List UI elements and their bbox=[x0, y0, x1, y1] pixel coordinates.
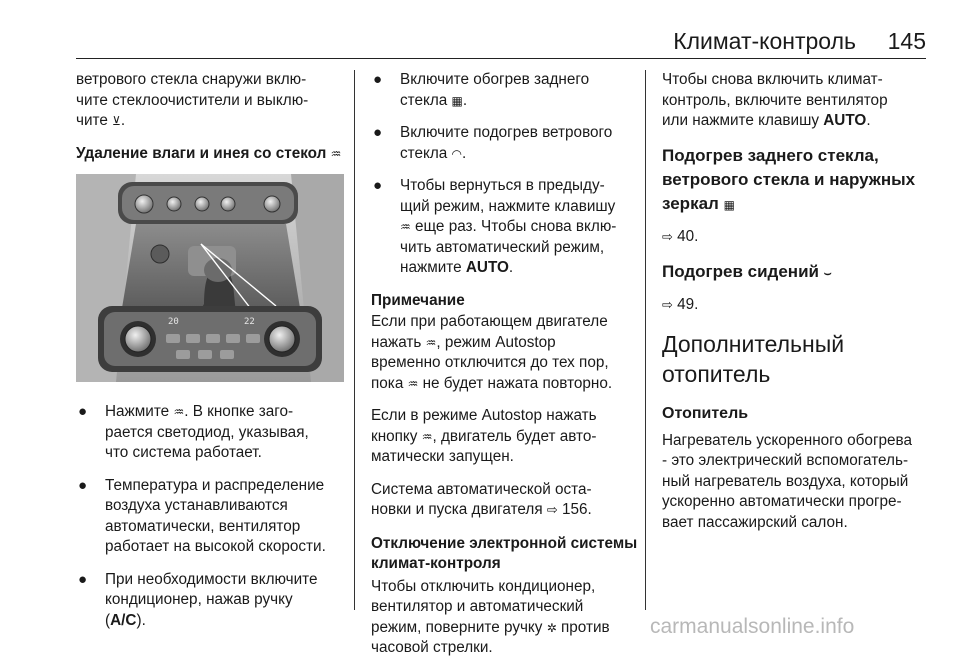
section-heading-aux-heater: Дополнительный отопитель bbox=[662, 330, 845, 387]
left-temp-label: 20 bbox=[168, 317, 179, 327]
defrost-max-icon: ♒ bbox=[425, 335, 437, 350]
windshield-heat-icon: ◠ bbox=[451, 146, 463, 161]
bullet-icon: ● bbox=[373, 124, 383, 141]
climate-panel-photo bbox=[76, 174, 344, 382]
note-block bbox=[371, 291, 641, 468]
page-ref-link[interactable]: 49. bbox=[677, 296, 699, 313]
page-title: Климат-контроль bbox=[673, 28, 856, 54]
column-divider-2 bbox=[645, 70, 646, 610]
header-rule bbox=[76, 58, 926, 59]
list-item: ● Включите подогрев ветрового стекла ◠. bbox=[371, 123, 641, 164]
list-item: ● Температура и распределение воздуха устанавливаются автоматически, вентилятор работает на высокой скорости. bbox=[78, 476, 326, 555]
intro-paragraph: ветрового стекла снаружи вклю- чите стеклоочистители и выклю- чите ⊻. bbox=[76, 70, 344, 132]
note-paragraph-2: Если в режиме Autostop нажать кнопку ♒, двигатель будет авто- матически запущен. bbox=[371, 407, 597, 465]
bullet-icon: ● bbox=[78, 476, 88, 494]
column-3 bbox=[662, 70, 928, 545]
section-heading-defrost: Удаление влаги и инея со стекол ♒ bbox=[76, 144, 344, 165]
list-item: ● Нажмите ♒. В кнопке заго- рается светодиод, указывая, что система работает. bbox=[78, 403, 309, 461]
page-ref-link[interactable]: 156. bbox=[562, 501, 592, 518]
list-item: ● Включите обогрев заднего стекла ▦. bbox=[371, 70, 641, 111]
column-divider-1 bbox=[354, 70, 355, 610]
bullet-icon: ● bbox=[78, 570, 88, 588]
wiper-icon: ⊻ bbox=[112, 114, 121, 128]
paragraph-autostop: Система автоматической оста- новки и пуска двигателя ⇨ 156. bbox=[371, 480, 592, 518]
defrost-max-icon: ♒ bbox=[421, 429, 433, 444]
page-header bbox=[0, 24, 960, 62]
defrost-max-icon: ♒ bbox=[173, 405, 185, 419]
list-item: ● Чтобы вернуться в предыду- щий режим, нажмите клавишу ♒ еще раз. Чтобы снова вклю- чить автоматический режим, нажмите AUTO. bbox=[373, 177, 617, 276]
fan-icon: ✲ bbox=[546, 620, 557, 635]
bullet-icon: ● bbox=[373, 177, 383, 194]
column-1 bbox=[76, 70, 344, 643]
watermark: carmanualsonline.info bbox=[650, 615, 855, 638]
page-ref-link[interactable]: 40. bbox=[677, 227, 699, 245]
note-paragraph-1: Если при работающем двигателе нажать ♒, режим Autostop временно отключится до тех пор, пока ♒ не будет нажата повторно. bbox=[371, 312, 641, 394]
page-ref-40 bbox=[662, 227, 928, 249]
defrost-max-icon: ♒ bbox=[400, 220, 411, 234]
note-heading: Примечание bbox=[371, 291, 465, 309]
page-ref-49 bbox=[662, 295, 928, 317]
list-item: ● При необходимости включите кондиционер, нажав ручку (A/C). bbox=[78, 570, 318, 629]
page-ref-arrow-icon: ⇨ bbox=[662, 298, 673, 313]
paragraph-heater: Нагреватель ускоренного обогрева - это электрический вспомогатель- ный нагреватель воздуха, который ускоренно автоматически прогре- вает пассажирский салон. bbox=[662, 431, 913, 531]
defrost-max-icon: ♒ bbox=[407, 376, 419, 391]
section-heading-disable: Отключение электронной системы климат-контроля bbox=[371, 534, 638, 572]
climate-panel-illustration bbox=[76, 174, 344, 382]
rear-defrost-icon: ▦ bbox=[723, 197, 735, 212]
page-number: 145 bbox=[887, 28, 926, 54]
defrost-max-icon: ♒ bbox=[330, 146, 342, 161]
paragraph-reenable: Чтобы снова включить климат- контроль, включите вентилятор или нажмите клавишу AUTO. bbox=[662, 71, 888, 129]
subheading-heater: Отопитель bbox=[662, 404, 749, 422]
seat-heat-icon: ⌣ bbox=[823, 266, 832, 280]
rear-defrost-icon: ▦ bbox=[451, 93, 463, 108]
bullet-icon: ● bbox=[78, 403, 88, 420]
page-ref-arrow-icon: ⇨ bbox=[662, 229, 673, 245]
bullet-icon: ● bbox=[373, 71, 383, 88]
section-heading-heating: Подогрев заднего стекла, ветрового стекла и наружных зеркал ▦ bbox=[662, 144, 928, 217]
section-heading-seat-heating: Подогрев сидений ⌣ bbox=[662, 260, 928, 285]
right-temp-label: 22 bbox=[244, 317, 255, 327]
page-ref-arrow-icon: ⇨ bbox=[546, 503, 558, 518]
paragraph-disable: Чтобы отключить кондиционер, вентилятор и автоматический режим, поверните ручку ✲ против часовой стрелки. bbox=[371, 577, 610, 656]
column-2 bbox=[371, 70, 641, 671]
